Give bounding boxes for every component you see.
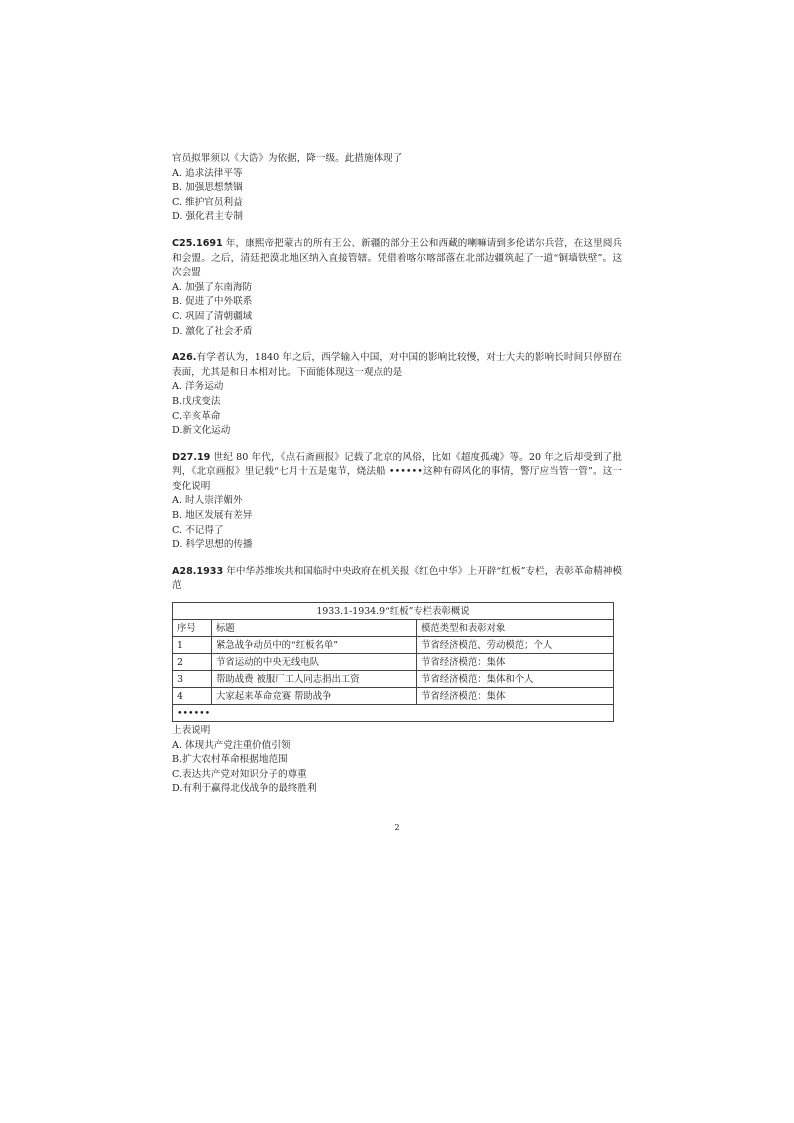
option-d: D. 科学思想的传播 xyxy=(172,539,253,551)
option-b: B. 加强思想禁锢 xyxy=(172,182,243,194)
option-d: D.有利于赢得北伐战争的最终胜利 xyxy=(172,783,317,795)
option-b: B.扩大农村革命根据地范围 xyxy=(172,754,288,766)
option-d: D. 激化了社会矛盾 xyxy=(172,325,253,337)
table-row xyxy=(173,654,614,671)
question-text: 年，康熙帝把蒙古的所有王公、新疆的部分王公和西藏的喇嘛请到多伦诺尔兵营，在这里阅兵和会盟。之后，清廷把漠北地区纳入直接管辖。凭借着喀尔喀部落在北部边疆筑起了一道“铜墙铁壁”。这次会盟 xyxy=(172,237,622,279)
option-a: A. 追求法律平等 xyxy=(172,167,243,179)
cell-title: 节省运动的中央无线电队 xyxy=(212,654,417,671)
red-board-table xyxy=(172,602,614,722)
question-stem xyxy=(172,451,622,495)
option-a: A. 洋务运动 xyxy=(172,381,224,393)
option-c: C. 维护官员利益 xyxy=(172,196,243,208)
cell-type: 节省经济模范：集体 xyxy=(417,654,614,671)
cell-type: 节省经济模范：集体 xyxy=(417,688,614,705)
option-d: D. 强化君主专制 xyxy=(172,211,244,223)
option-b: B. 地区发展有差异 xyxy=(172,510,253,522)
option-a: A. 时人崇洋媚外 xyxy=(172,495,243,507)
table-row xyxy=(173,637,614,654)
question-stem: 官员拟罪须以《大诰》为依据，降一级。此措施体现了 xyxy=(172,153,403,164)
option-c: C. 巩固了清朝疆域 xyxy=(172,310,253,322)
question-27 xyxy=(172,451,622,553)
header-title: 标题 xyxy=(212,620,417,637)
question-25 xyxy=(172,237,622,339)
question-stem xyxy=(172,565,622,594)
option-a: A. 体现共产党注重价值引领 xyxy=(172,739,291,751)
question-stem xyxy=(172,237,622,281)
question-number: C25.1691 xyxy=(172,237,223,249)
question-28 xyxy=(172,565,622,797)
cell-index: 1 xyxy=(173,637,212,654)
question-26 xyxy=(172,351,622,439)
question-24-tail xyxy=(172,152,622,225)
header-type: 模范类型和表彰对象 xyxy=(417,620,614,637)
table-row xyxy=(173,688,614,705)
question-number: A26. xyxy=(172,352,197,364)
option-b: B. 促进了中外联系 xyxy=(172,296,253,308)
header-index: 序号 xyxy=(173,620,212,637)
table-conclusion-prompt: 上表说明 xyxy=(172,725,211,737)
cell-index: 4 xyxy=(173,688,212,705)
cell-title: 大家起来革命竞赛 帮助战争 xyxy=(212,688,417,705)
question-text: 有学者认为，1840 年之后，西学输入中国，对中国的影响比较慢，对士大夫的影响长时间只停留在表面，尤其是和日本相对比。下面能体现这一观点的是 xyxy=(172,352,622,378)
option-a: A. 加强了东南海防 xyxy=(172,281,253,293)
option-c: C.辛亥革命 xyxy=(172,410,221,422)
cell-index: 2 xyxy=(173,654,212,671)
cell-type: 节省经济模范、劳动模范；个人 xyxy=(417,637,614,654)
question-number: D27.19 xyxy=(172,451,211,463)
question-stem xyxy=(172,351,622,380)
page-number: 2 xyxy=(394,823,400,832)
question-text: 年中华苏维埃共和国临时中央政府在机关报《红色中华》上开辟“红板”专栏，表彰革命精神模范 xyxy=(172,565,622,592)
option-b: B.戊戌变法 xyxy=(172,395,221,407)
table-caption: 1933.1-1934.9“红板”专栏表彰概说 xyxy=(173,603,614,620)
cell-index: 3 xyxy=(173,671,212,688)
cell-title: 帮助战费 被服厂工人同志捐出工资 xyxy=(212,671,417,688)
cell-type: 节省经济模范：集体和个人 xyxy=(417,671,614,688)
option-c: C. 不记得了 xyxy=(172,524,224,536)
cell-title: 紧急战争动员中的“红板名单” xyxy=(212,637,417,654)
question-text: 世纪 80 年代，《点石斋画报》记载了北京的风俗，比如《超度孤魂》等。20 年之后却受到了批判，《北京画报》里记载“七月十五是鬼节，烧法船 ••••••这种有碍风化的事情，警厅应当管一管”。这一变化说明 xyxy=(172,451,622,492)
table-header-row xyxy=(173,620,614,637)
table-ellipsis: •••••• xyxy=(173,705,614,722)
question-number: A28.1933 xyxy=(172,565,224,577)
option-c: C.表达共产党对知识分子的尊重 xyxy=(172,768,307,780)
table-ellipsis-row xyxy=(173,705,614,722)
table-row xyxy=(173,671,614,688)
option-d: D.新文化运动 xyxy=(172,425,231,437)
exam-page xyxy=(172,152,622,809)
